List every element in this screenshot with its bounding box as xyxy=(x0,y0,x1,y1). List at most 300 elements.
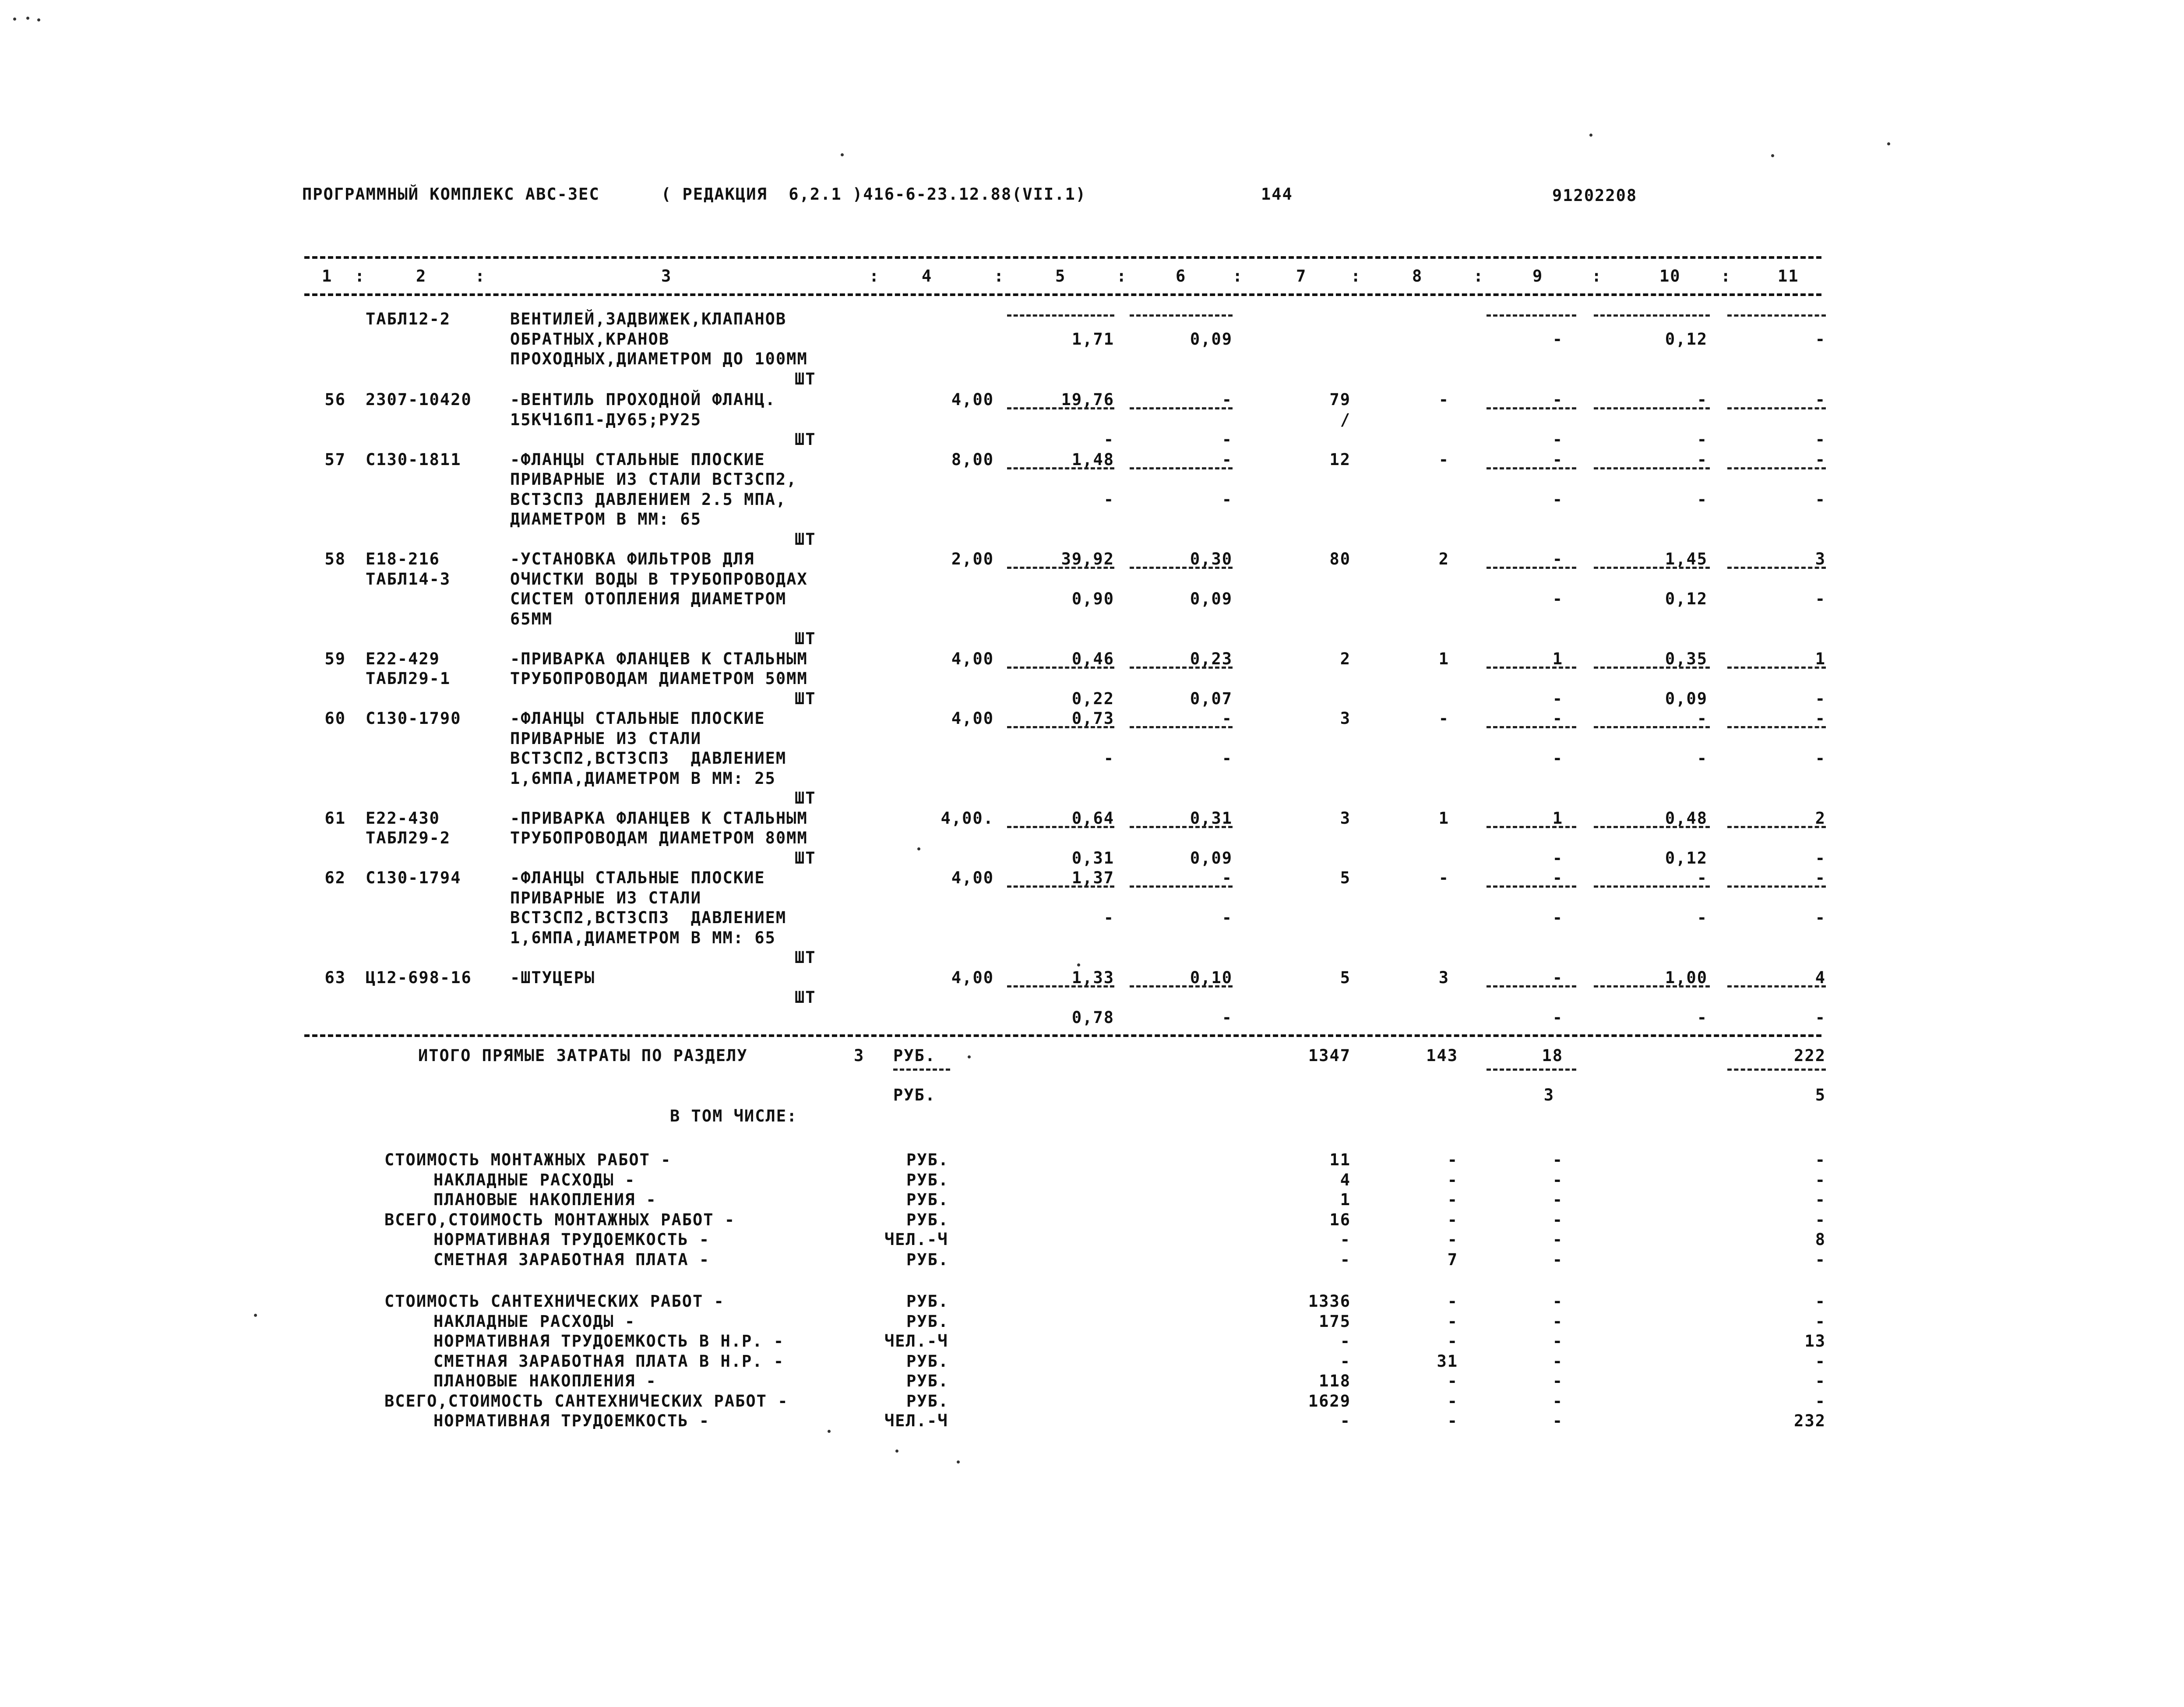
summary-c7: - xyxy=(1340,1230,1351,1249)
summary-unit: РУБ. xyxy=(906,1312,949,1331)
sub-rule xyxy=(1007,467,1114,469)
summary-unit: ЧЕЛ.-Ч xyxy=(884,1332,948,1351)
summary-label: СТОИМОСТЬ САНТЕХНИЧЕСКИХ РАБОТ - xyxy=(384,1292,725,1311)
column-separator: : xyxy=(1233,267,1243,286)
value-c5: 0,73 xyxy=(1071,709,1114,728)
value-c6: 0,09 xyxy=(1190,848,1233,868)
work-description: ВЕНТИЛЕЙ,ЗАДВИЖЕК,КЛАПАНОВ xyxy=(510,310,787,328)
value-c4: 8,00 xyxy=(951,450,994,469)
value-c5: - xyxy=(1103,908,1114,927)
value-c5: 0,90 xyxy=(1071,589,1114,608)
value-c4: 4,00. xyxy=(941,808,994,828)
sub-rule xyxy=(1594,314,1710,317)
totals-unit-2: РУБ. xyxy=(893,1086,936,1104)
sub-rule xyxy=(1594,885,1710,888)
page-number: 144 xyxy=(1261,185,1293,204)
totals-c11: 222 xyxy=(1794,1046,1826,1065)
totals-label: ИТОГО ПРЯМЫЕ ЗАТРАТЫ ПО РАЗДЕЛУ xyxy=(418,1046,748,1065)
value-c6: - xyxy=(1222,390,1233,409)
norm-code: 2307-10420 xyxy=(366,390,472,409)
value-c10: - xyxy=(1697,1008,1708,1027)
value-c11: - xyxy=(1815,1008,1826,1027)
value-c8: 1 xyxy=(1438,649,1449,668)
sub-rule xyxy=(1130,567,1233,569)
summary-unit: ЧЕЛ.-Ч xyxy=(884,1411,948,1430)
value-c6: 0,09 xyxy=(1190,589,1233,608)
summary-c9: - xyxy=(1552,1312,1563,1331)
value-c11: 2 xyxy=(1815,808,1826,828)
column-separator: : xyxy=(994,267,1005,286)
value-c8: - xyxy=(1438,390,1449,409)
column-separator: : xyxy=(1592,267,1603,286)
value-c11: 1 xyxy=(1815,649,1826,668)
value-c11: - xyxy=(1815,689,1826,708)
sub-rule xyxy=(1594,467,1710,469)
scan-speck xyxy=(957,1460,960,1464)
value-c11: - xyxy=(1815,450,1826,469)
summary-c9: - xyxy=(1552,1372,1563,1390)
summary-c8: - xyxy=(1447,1210,1458,1229)
sub-rule xyxy=(1130,407,1233,409)
unit-label: ШТ xyxy=(795,529,816,549)
value-c4: 4,00 xyxy=(951,390,994,409)
summary-c8: 31 xyxy=(1437,1351,1458,1371)
position-number: 60 xyxy=(324,709,346,728)
work-description: 1,6МПА,ДИАМЕТРОМ В ММ: 25 xyxy=(510,769,776,788)
position-number: 57 xyxy=(324,450,346,469)
sub-rule xyxy=(1727,467,1826,469)
value-c4: 4,00 xyxy=(951,868,994,887)
summary-unit: РУБ. xyxy=(906,1250,949,1269)
sub-rule xyxy=(1727,667,1826,669)
summary-label: ВСЕГО,СТОИМОСТЬ САНТЕХНИЧЕСКИХ РАБОТ - xyxy=(384,1391,789,1411)
summary-c7: - xyxy=(1340,1411,1351,1430)
unit-label: ШТ xyxy=(795,848,816,868)
sub-rule xyxy=(1594,985,1710,988)
summary-c11: - xyxy=(1815,1292,1826,1311)
value-c9: - xyxy=(1552,550,1563,568)
norm-code: С130-1790 xyxy=(366,709,461,728)
value-c7: 2 xyxy=(1340,649,1351,668)
sub-rule xyxy=(1487,726,1576,728)
value-c5: 19,76 xyxy=(1061,390,1114,409)
scan-speck xyxy=(968,1055,971,1058)
value-c11: - xyxy=(1815,589,1826,608)
value-c8: - xyxy=(1438,450,1449,469)
summary-c7: 1336 xyxy=(1308,1292,1351,1311)
edition-info: ( РЕДАКЦИЯ 6,2.1 )416-6-23.12.88(VII.1) xyxy=(661,185,1087,204)
value-c6: 0,31 xyxy=(1190,808,1233,828)
summary-c8: - xyxy=(1447,1292,1458,1311)
work-description: ВСТЗСПЗ ДАВЛЕНИЕМ 2.5 МПА, xyxy=(510,490,787,509)
value-c11: - xyxy=(1815,709,1826,728)
scan-speck xyxy=(254,1314,257,1317)
summary-c11: - xyxy=(1815,1312,1826,1331)
column-header-5: 5 xyxy=(1055,267,1066,286)
work-description: -УСТАНОВКА ФИЛЬТРОВ ДЛЯ xyxy=(510,550,755,568)
column-header-11: 11 xyxy=(1778,267,1799,286)
value-c6: - xyxy=(1222,868,1233,887)
summary-c9: - xyxy=(1552,1411,1563,1430)
value-c10: - xyxy=(1697,390,1708,409)
work-description: ТРУБОПРОВОДАМ ДИАМЕТРОМ 80ММ xyxy=(510,829,808,847)
work-description: ПРОХОДНЫХ,ДИАМЕТРОМ ДО 100ММ xyxy=(510,349,808,368)
sub-rule xyxy=(1727,567,1826,569)
norm-code: Е18-216 xyxy=(366,550,440,568)
summary-c8: - xyxy=(1447,1190,1458,1209)
value-c10: 1,00 xyxy=(1665,968,1708,987)
summary-c7: 175 xyxy=(1319,1312,1351,1331)
value-c9: 1 xyxy=(1552,649,1563,668)
value-c4: 2,00 xyxy=(951,550,994,568)
work-description: ВСТЗСП2,ВСТЗСПЗ ДАВЛЕНИЕМ xyxy=(510,749,787,768)
value-c9: - xyxy=(1552,709,1563,728)
column-separator: : xyxy=(355,267,366,286)
unit-label: ШТ xyxy=(795,369,816,388)
summary-c11: - xyxy=(1815,1190,1826,1209)
value-c4: 4,00 xyxy=(951,649,994,668)
totals-sub-rule xyxy=(1727,1069,1826,1071)
scan-speck xyxy=(1887,142,1890,145)
summary-c9: - xyxy=(1552,1250,1563,1269)
scan-speck xyxy=(26,17,29,20)
value-c6: - xyxy=(1222,709,1233,728)
summary-c11: - xyxy=(1815,1391,1826,1411)
value-c9: - xyxy=(1552,908,1563,927)
totals-top-rule xyxy=(304,1034,1821,1037)
sub-rule xyxy=(1727,826,1826,828)
scan-speck xyxy=(1771,154,1774,157)
work-description: ТРУБОПРОВОДАМ ДИАМЕТРОМ 50ММ xyxy=(510,669,808,688)
unit-label: ШТ xyxy=(795,948,816,967)
sub-rule xyxy=(1594,667,1710,669)
work-description: -ШТУЦЕРЫ xyxy=(510,968,595,987)
unit-label: ШТ xyxy=(795,629,816,648)
summary-c11: - xyxy=(1815,1372,1826,1390)
totals-c9b: 3 xyxy=(1543,1086,1554,1104)
summary-c11: 13 xyxy=(1804,1332,1826,1351)
summary-c9: - xyxy=(1552,1351,1563,1371)
norm-code: С130-1811 xyxy=(366,450,461,469)
work-description: -ПРИВАРКА ФЛАНЦЕВ К СТАЛЬНЫМ xyxy=(510,649,808,668)
summary-c8: - xyxy=(1447,1150,1458,1169)
scan-speck xyxy=(895,1450,898,1453)
column-header-1: 1 xyxy=(322,267,333,286)
summary-unit: РУБ. xyxy=(906,1292,949,1311)
value-c11: - xyxy=(1815,848,1826,868)
column-header-7: 7 xyxy=(1296,267,1307,286)
work-description: СИСТЕМ ОТОПЛЕНИЯ ДИАМЕТРОМ xyxy=(510,589,787,608)
value-c11: - xyxy=(1815,490,1826,509)
summary-label: НАКЛАДНЫЕ РАСХОДЫ - xyxy=(433,1170,636,1189)
value-c5: 1,48 xyxy=(1071,450,1114,469)
sub-rule xyxy=(1130,667,1233,669)
summary-c7: 4 xyxy=(1340,1170,1351,1189)
value-c5: 1,71 xyxy=(1071,329,1114,349)
summary-c11: 232 xyxy=(1794,1411,1826,1430)
value-c11: - xyxy=(1815,430,1826,449)
norm-code: ТАБЛ12-2 xyxy=(366,310,451,328)
sub-rule xyxy=(1487,826,1576,828)
summary-c11: - xyxy=(1815,1150,1826,1169)
column-header-6: 6 xyxy=(1176,267,1187,286)
value-c11: - xyxy=(1815,908,1826,927)
value-c7: 3 xyxy=(1340,709,1351,728)
value-c7: / xyxy=(1340,410,1351,429)
unit-label: ШТ xyxy=(795,988,816,1007)
work-description: ДИАМЕТРОМ В ММ: 65 xyxy=(510,510,701,529)
summary-c9: - xyxy=(1552,1170,1563,1189)
value-c10: - xyxy=(1697,450,1708,469)
sub-rule xyxy=(1727,985,1826,988)
summary-unit: ЧЕЛ.-Ч xyxy=(884,1230,948,1249)
work-description: -ФЛАНЦЫ СТАЛЬНЫЕ ПЛОСКИЕ xyxy=(510,450,765,469)
norm-code: Ц12-698-16 xyxy=(366,968,472,987)
summary-c8: - xyxy=(1447,1372,1458,1390)
totals-c9: 18 xyxy=(1542,1046,1563,1065)
work-description: ПРИВАРНЫЕ ИЗ СТАЛИ xyxy=(510,729,701,748)
summary-unit: РУБ. xyxy=(906,1391,949,1411)
value-c10: 0,35 xyxy=(1665,649,1708,668)
sub-rule xyxy=(1130,467,1233,469)
summary-c7: - xyxy=(1340,1332,1351,1351)
work-description: 1,6МПА,ДИАМЕТРОМ В ММ: 65 xyxy=(510,928,776,947)
summary-unit: РУБ. xyxy=(906,1210,949,1229)
totals-sub-rule xyxy=(1487,1069,1576,1071)
value-c6: - xyxy=(1222,490,1233,509)
sub-rule xyxy=(1007,726,1114,728)
work-description: 65ММ xyxy=(510,609,553,628)
value-c4: 4,00 xyxy=(951,968,994,987)
summary-c11: - xyxy=(1815,1210,1826,1229)
totals-c8: 143 xyxy=(1426,1046,1458,1065)
value-c5: 0,31 xyxy=(1071,848,1114,868)
column-separator: : xyxy=(1473,267,1484,286)
summary-c8: - xyxy=(1447,1391,1458,1411)
column-header-10: 10 xyxy=(1659,267,1681,286)
work-description: ОЧИСТКИ ВОДЫ В ТРУБОПРОВОДАХ xyxy=(510,569,808,589)
sub-rule xyxy=(1007,985,1114,988)
value-c10: 1,45 xyxy=(1665,550,1708,568)
work-description: ОБРАТНЫХ,КРАНОВ xyxy=(510,329,670,349)
summary-c8: - xyxy=(1447,1332,1458,1351)
value-c6: 0,23 xyxy=(1190,649,1233,668)
value-c6: 0,09 xyxy=(1190,329,1233,349)
sub-rule xyxy=(1727,885,1826,888)
value-c9: - xyxy=(1552,868,1563,887)
sub-rule xyxy=(1487,985,1576,988)
value-c7: 79 xyxy=(1329,390,1351,409)
summary-c9: - xyxy=(1552,1230,1563,1249)
norm-code: ТАБЛ29-2 xyxy=(366,829,451,847)
value-c10: - xyxy=(1697,430,1708,449)
norm-code: ТАБЛ14-3 xyxy=(366,569,451,589)
sub-rule xyxy=(1487,667,1576,669)
position-number: 58 xyxy=(324,550,346,568)
summary-unit: РУБ. xyxy=(906,1190,949,1209)
value-c9: - xyxy=(1552,430,1563,449)
position-number: 63 xyxy=(324,968,346,987)
summary-label: СТОИМОСТЬ МОНТАЖНЫХ РАБОТ - xyxy=(384,1150,672,1169)
value-c5: 0,78 xyxy=(1071,1008,1114,1027)
summary-c7: - xyxy=(1340,1250,1351,1269)
sub-rule xyxy=(1487,885,1576,888)
column-separator: : xyxy=(869,267,880,286)
sub-rule xyxy=(1130,826,1233,828)
value-c6: 0,30 xyxy=(1190,550,1233,568)
summary-unit: РУБ. xyxy=(906,1351,949,1371)
summary-label: ВСЕГО,СТОИМОСТЬ МОНТАЖНЫХ РАБОТ - xyxy=(384,1210,736,1229)
position-number: 62 xyxy=(324,868,346,887)
unit-label: ШТ xyxy=(795,430,816,449)
column-header-8: 8 xyxy=(1412,267,1423,286)
value-c11: 4 xyxy=(1815,968,1826,987)
sub-rule xyxy=(1007,314,1114,317)
totals-unit: РУБ. xyxy=(893,1046,936,1065)
header-bottom-rule xyxy=(304,293,1821,296)
column-separator: : xyxy=(475,267,486,286)
sub-rule xyxy=(1487,467,1576,469)
column-header-3: 3 xyxy=(661,267,672,286)
work-description: -ПРИВАРКА ФЛАНЦЕВ К СТАЛЬНЫМ xyxy=(510,808,808,828)
column-separator: : xyxy=(1117,267,1127,286)
value-c7: 80 xyxy=(1329,550,1351,568)
program-title: ПРОГРАММНЫЙ КОМПЛЕКС АВС-ЗЕС xyxy=(302,185,600,204)
value-c9: - xyxy=(1552,1008,1563,1027)
sub-rule xyxy=(1487,567,1576,569)
value-c9: - xyxy=(1552,390,1563,409)
summary-unit: РУБ. xyxy=(906,1170,949,1189)
value-c11: - xyxy=(1815,329,1826,349)
sub-rule xyxy=(1594,726,1710,728)
totals-c11b: 5 xyxy=(1815,1086,1826,1104)
sub-rule xyxy=(1007,826,1114,828)
summary-unit: РУБ. xyxy=(906,1372,949,1390)
summary-label: СМЕТНАЯ ЗАРАБОТНАЯ ПЛАТА В Н.Р. - xyxy=(433,1351,785,1371)
work-description: ПРИВАРНЫЕ ИЗ СТАЛИ xyxy=(510,888,701,907)
summary-c9: - xyxy=(1552,1292,1563,1311)
sub-rule xyxy=(1007,667,1114,669)
sub-rule xyxy=(1594,826,1710,828)
summary-c9: - xyxy=(1552,1332,1563,1351)
unit-label: ШТ xyxy=(795,689,816,708)
value-c9: - xyxy=(1552,450,1563,469)
sub-rule xyxy=(1007,407,1114,409)
work-description: ПРИВАРНЫЕ ИЗ СТАЛИ ВСТЗСП2, xyxy=(510,470,797,489)
sub-rule xyxy=(1727,726,1826,728)
scan-speck xyxy=(917,847,920,850)
summary-label: НОРМАТИВНАЯ ТРУДОЕМКОСТЬ - xyxy=(433,1411,710,1430)
work-description: -ФЛАНЦЫ СТАЛЬНЫЕ ПЛОСКИЕ xyxy=(510,868,765,887)
value-c8: - xyxy=(1438,709,1449,728)
header-top-rule xyxy=(304,256,1821,259)
unit-label: ШТ xyxy=(795,789,816,808)
value-c8: 3 xyxy=(1438,968,1449,987)
value-c5: 1,37 xyxy=(1071,868,1114,887)
value-c6: - xyxy=(1222,749,1233,768)
sub-rule xyxy=(1130,885,1233,888)
summary-label: НОРМАТИВНАЯ ТРУДОЕМКОСТЬ - xyxy=(433,1230,710,1249)
value-c10: 0,48 xyxy=(1665,808,1708,828)
value-c10: - xyxy=(1697,908,1708,927)
value-c10: - xyxy=(1697,749,1708,768)
column-header-9: 9 xyxy=(1532,267,1543,286)
summary-c7: 118 xyxy=(1319,1372,1351,1390)
value-c10: 0,12 xyxy=(1665,848,1708,868)
sub-rule xyxy=(1130,985,1233,988)
sub-rule xyxy=(1487,407,1576,409)
value-c9: - xyxy=(1552,968,1563,987)
value-c7: 3 xyxy=(1340,808,1351,828)
position-number: 59 xyxy=(324,649,346,668)
value-c9: 1 xyxy=(1552,808,1563,828)
value-c9: - xyxy=(1552,490,1563,509)
norm-code: С130-1794 xyxy=(366,868,461,887)
value-c10: - xyxy=(1697,709,1708,728)
scan-speck xyxy=(1589,134,1592,137)
summary-c9: - xyxy=(1552,1391,1563,1411)
scan-speck xyxy=(828,1430,831,1433)
sub-rule xyxy=(1487,314,1576,317)
sub-rule xyxy=(1594,407,1710,409)
summary-c7: - xyxy=(1340,1351,1351,1371)
work-description: -ВЕНТИЛЬ ПРОХОДНОЙ ФЛАНЦ. xyxy=(510,390,776,409)
summary-c9: - xyxy=(1552,1150,1563,1169)
position-number: 56 xyxy=(324,390,346,409)
value-c10: 0,12 xyxy=(1665,329,1708,349)
value-c6: - xyxy=(1222,908,1233,927)
summary-c11: 8 xyxy=(1815,1230,1826,1249)
value-c8: 2 xyxy=(1438,550,1449,568)
value-c6: - xyxy=(1222,450,1233,469)
summary-c8: 7 xyxy=(1447,1250,1458,1269)
summary-c8: - xyxy=(1447,1170,1458,1189)
summary-c8: - xyxy=(1447,1312,1458,1331)
value-c10: 0,09 xyxy=(1665,689,1708,708)
value-c9: - xyxy=(1552,589,1563,608)
value-c7: 5 xyxy=(1340,968,1351,987)
value-c11: 3 xyxy=(1815,550,1826,568)
value-c10: - xyxy=(1697,490,1708,509)
value-c8: - xyxy=(1438,868,1449,887)
summary-c8: - xyxy=(1447,1411,1458,1430)
value-c5: 0,46 xyxy=(1071,649,1114,668)
summary-unit: РУБ. xyxy=(906,1150,949,1169)
summary-c11: - xyxy=(1815,1250,1826,1269)
summary-label: НОРМАТИВНАЯ ТРУДОЕМКОСТЬ В Н.Р. - xyxy=(433,1332,785,1351)
value-c11: - xyxy=(1815,390,1826,409)
scan-speck xyxy=(841,153,844,156)
value-c9: - xyxy=(1552,848,1563,868)
sub-rule xyxy=(1007,885,1114,888)
value-c5: 0,22 xyxy=(1071,689,1114,708)
value-c6: - xyxy=(1222,1008,1233,1027)
value-c7: 12 xyxy=(1329,450,1351,469)
column-header-4: 4 xyxy=(922,267,933,286)
totals-sub-rule xyxy=(893,1069,950,1071)
value-c6: 0,07 xyxy=(1190,689,1233,708)
value-c4: 4,00 xyxy=(951,709,994,728)
scan-speck xyxy=(1077,963,1080,966)
summary-c7: 1629 xyxy=(1308,1391,1351,1411)
value-c10: - xyxy=(1697,868,1708,887)
summary-c7: 11 xyxy=(1329,1150,1351,1169)
sub-rule xyxy=(1594,567,1710,569)
totals-c7: 1347 xyxy=(1308,1046,1351,1065)
norm-code: Е22-429 xyxy=(366,649,440,668)
value-c8: 1 xyxy=(1438,808,1449,828)
work-description: -ФЛАНЦЫ СТАЛЬНЫЕ ПЛОСКИЕ xyxy=(510,709,765,728)
